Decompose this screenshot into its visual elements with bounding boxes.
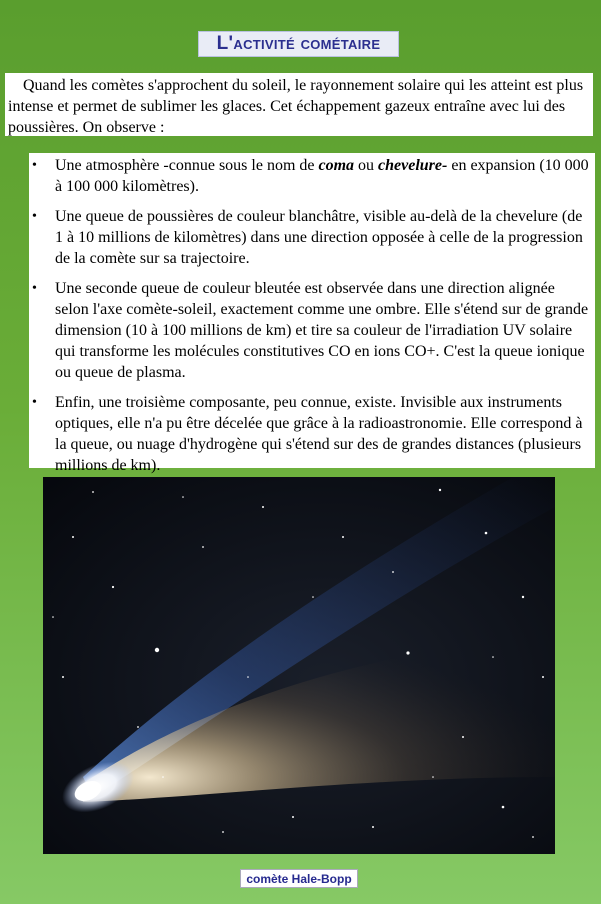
comet-image	[43, 477, 555, 854]
photo-caption: comète Hale-Bopp	[240, 869, 358, 888]
list-item-ion-tail: • Une seconde queue de couleur bleutée est observée dans une direction alignée selon l'axe comète-soleil, exactement comme une ombre. Elle s'étend sur de grande dimension (10 à 100 millions de km) et tire sa couleur de l'irradiation UV solaire qui transforme les molécules constitutives CO en ions CO+. C'est la queue ionique ou queue de plasma.	[55, 278, 591, 383]
observations-list	[31, 155, 591, 476]
term-chevelure: chevelure-	[378, 157, 448, 174]
list-item-text: en expansion (10 000 à 100 000 kilomètres).	[55, 157, 589, 195]
list-item-coma	[55, 155, 591, 197]
observations-box	[29, 153, 595, 474]
comet-photo	[43, 477, 555, 854]
intro-paragraph-box	[5, 73, 593, 136]
term-coma: coma	[318, 157, 355, 174]
intro-text: Quand les comètes s'approchent du soleil, le rayonnement solaire qui les atteint est plus intense et permet de sublimer les glaces. Cet échappement gazeux entraîne avec lui des poussières. On observe :	[8, 77, 584, 136]
list-item-hydrogen-cloud: • Enfin, une troisième composante, peu connue, existe. Invisible aux instruments optiques, elle n'a pu être décelée que grâce à la radioastronomie. Elle correspond à la queue, ou nuage d'hydrogène qui s'étend sur des de grandes distances (plusieurs millions de km).	[55, 392, 591, 476]
list-item-text: ou	[354, 157, 379, 174]
page-title: L'activité cométaire	[198, 31, 399, 57]
list-item-dust-tail: • Une queue de poussières de couleur blanchâtre, visible au-delà de la chevelure (de 1 à 10 millions de kilomètres) dans une direction opposée à celle de la progression de la comète sur sa trajectoire.	[55, 206, 591, 269]
list-item-text: Une atmosphère -connue sous le nom de	[55, 157, 319, 174]
